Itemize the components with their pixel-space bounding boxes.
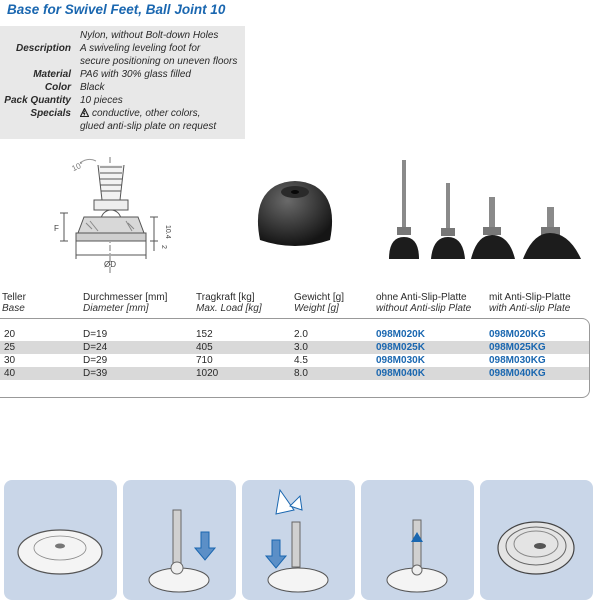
spec-row (0, 30, 245, 43)
dim-diameter: ØD (104, 260, 116, 269)
cell-base: 30 (4, 355, 16, 366)
cell-article-without[interactable]: 098M020K (376, 329, 425, 340)
spec-panel (0, 26, 245, 139)
table-body-frame (0, 318, 590, 398)
cell-article-with[interactable]: 098M020KG (489, 329, 546, 340)
foot-4 (523, 207, 581, 259)
spec-key: Pack Quantity (4, 95, 71, 106)
cell-load: 1020 (196, 368, 219, 379)
technical-drawing (40, 155, 175, 275)
cell-article-with[interactable]: 098M030KG (489, 355, 546, 366)
assembly-steps (0, 480, 600, 600)
cell-article-with[interactable]: 098M040KG (489, 368, 546, 379)
cell-weight: 2.0 (294, 329, 308, 340)
base-product-photo (240, 160, 350, 255)
cell-base: 20 (4, 329, 16, 340)
spec-row (0, 69, 245, 82)
spec-row (0, 43, 245, 69)
cell-load: 152 (196, 329, 213, 340)
cell-diameter: D=24 (83, 342, 108, 353)
step-2-panel (123, 480, 236, 600)
spec-value (80, 108, 245, 133)
col-header-diameter: Durchmesser [mm] Diameter [mm] (83, 292, 168, 314)
foot-1 (389, 160, 419, 259)
step-5-panel (480, 480, 593, 600)
cell-diameter: D=39 (83, 368, 108, 379)
cell-load: 710 (196, 355, 213, 366)
spec-key: Specials (30, 108, 71, 119)
cell-weight: 4.5 (294, 355, 308, 366)
cell-article-without[interactable]: 098M040K (376, 368, 425, 379)
cell-article-without[interactable]: 098M025K (376, 342, 425, 353)
spec-value: Black (80, 82, 105, 93)
dim-f: F (54, 224, 59, 233)
conductive-icon (80, 108, 89, 117)
spec-value: PA6 with 30% glass filled (80, 69, 191, 80)
cell-article-without[interactable]: 098M030K (376, 355, 425, 366)
spec-key: Description (15, 43, 71, 54)
col-header-with-plate: mit Anti-Slip-Platte with Anti-slip Plate (489, 292, 571, 314)
insert-foot-illustration (123, 480, 236, 600)
cell-base: 25 (4, 342, 16, 353)
col-header-weight: Gewicht [g] Weight [g] (294, 292, 345, 314)
page-title: Base for Swivel Feet, Ball Joint 10 (7, 2, 226, 17)
spec-value: 10 pieces (80, 95, 123, 106)
spec-key: Color (44, 82, 71, 93)
spec-key: Material (33, 69, 71, 80)
cell-article-with[interactable]: 098M025KG (489, 342, 546, 353)
cell-base: 40 (4, 368, 16, 379)
cell-weight: 8.0 (294, 368, 308, 379)
col-header-base: Teller Base (2, 292, 26, 314)
dim-2: 2 (160, 245, 167, 249)
step-1-panel (4, 480, 117, 600)
cell-diameter: D=19 (83, 329, 108, 340)
spec-row (0, 108, 245, 134)
col-header-without-plate: ohne Anti-Slip-Platte without Anti-slip Plate (376, 292, 472, 314)
step-4-panel (361, 480, 474, 600)
dim-height: 10.4 (164, 225, 171, 239)
dim-angle: 10° (70, 159, 86, 174)
spec-value-text: conductive, other colors, glued anti-slip plate on request (80, 108, 217, 132)
step-3-panel (242, 480, 355, 600)
spec-value: A swiveling leveling foot for secure positioning on uneven floors (80, 43, 238, 67)
spec-value: Nylon, without Bolt-down Holes (80, 30, 219, 41)
cell-load: 405 (196, 342, 213, 353)
assembled-foot-illustration (361, 480, 474, 600)
hammer-illustration (242, 480, 355, 600)
spec-row (0, 82, 245, 95)
base-disc-illustration (4, 480, 117, 600)
foot-3 (471, 197, 515, 259)
anti-slip-plate-illustration (480, 480, 593, 600)
swivel-feet-photo (385, 155, 590, 270)
cell-diameter: D=29 (83, 355, 108, 366)
drawing-geometry (60, 157, 158, 273)
col-header-load: Tragkraft [kg] Max. Load [kg] (196, 292, 262, 314)
foot-2 (431, 183, 465, 259)
spec-row (0, 95, 245, 108)
cell-weight: 3.0 (294, 342, 308, 353)
